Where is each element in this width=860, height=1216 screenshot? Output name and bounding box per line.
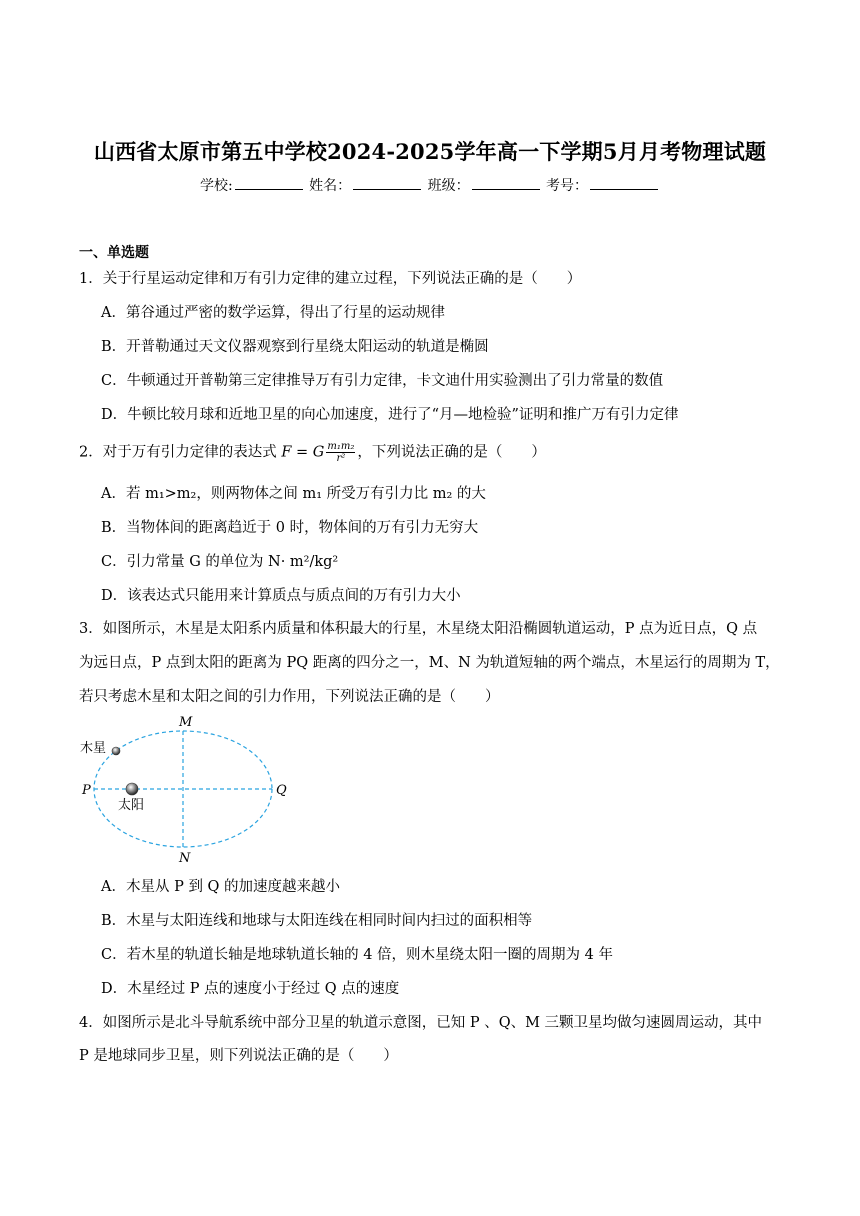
q2-formula-lhs: F = G [281, 444, 325, 461]
q1-option-a: A．第谷通过严密的数学运算，得出了行星的运动规律 [101, 305, 445, 321]
q2-stem-pre: 2．对于万有引力定律的表达式 [79, 444, 277, 461]
name-label: 姓名： [309, 178, 352, 194]
q1-option-b: B．开普勒通过天文仪器观察到行星绕太阳运动的轨道是椭圆 [101, 339, 489, 355]
school-label: 学校: [199, 178, 233, 194]
q3-stem-line1: 3．如图所示，木星是太阳系内质量和体积最大的行星，木星绕太阳沿椭圆轨道运动，P 点为近日点，Q 点 [79, 621, 758, 637]
label-jupiter: 木星 [80, 741, 107, 756]
q2-option-a: A．若 m₁>m₂，则两物体之间 m₁ 所受万有引力比 m₂ 的大 [101, 486, 486, 502]
exam-no-blank[interactable] [590, 177, 658, 190]
jupiter-icon [112, 747, 120, 755]
q1-option-d: D．牛顿比较月球和近地卫星的向心加速度，进行了“月—地检验”证明和推广万有引力定律 [101, 407, 679, 423]
q3-option-d: D．木星经过 P 点的速度小于经过 Q 点的速度 [101, 981, 400, 997]
q4-stem-line1: 4．如图所示是北斗导航系统中部分卫星的轨道示意图，已知 P 、Q、M 三颗卫星均做匀速圆周运动，其中 [79, 1015, 763, 1031]
section-heading: 一、单选题 [79, 245, 149, 261]
q3-stem-line2: 为远日点，P 点到太阳的距离为 PQ 距离的四分之一，M、N 为轨道短轴的两个端点，木星运行的周期为 T， [79, 655, 780, 671]
q2-option-c: C．引力常量 G 的单位为 N· m²/kg² [101, 554, 339, 570]
q3-orbit-figure [78, 714, 298, 866]
q3-option-c: C．若木星的轨道长轴是地球轨道长轴的 4 倍，则木星绕太阳一圈的周期为 4 年 [101, 947, 613, 963]
q3-option-b: B．木星与太阳连线和地球与太阳连线在相同时间内扫过的面积相等 [101, 913, 533, 929]
q2-option-d: D．该表达式只能用来计算质点与质点间的万有引力大小 [101, 588, 461, 604]
q2-stem-post: ，下列说法正确的是（ ） [357, 444, 546, 461]
name-blank[interactable] [353, 177, 421, 190]
q1-stem: 1．关于行星运动定律和万有引力定律的建立过程，下列说法正确的是（ ） [79, 271, 582, 287]
label-q: Q [276, 783, 287, 798]
q2-formula-numerator: m₁m₂ [327, 441, 355, 452]
q2-formula-fraction [326, 441, 355, 464]
q4-stem-line2: P 是地球同步卫星，则下列说法正确的是（ ） [79, 1048, 398, 1064]
q2-option-b: B．当物体间的距离趋近于 0 时，物体间的万有引力无穷大 [101, 520, 479, 536]
q2-formula-denominator: r² [336, 453, 346, 464]
q3-option-a: A．木星从 P 到 Q 的加速度越来越小 [101, 879, 341, 895]
q2-stem [79, 441, 546, 464]
school-blank[interactable] [235, 177, 303, 190]
exam-no-label: 考号： [546, 178, 589, 194]
class-blank[interactable] [472, 177, 540, 190]
label-sun: 太阳 [118, 798, 145, 813]
label-p: P [82, 783, 91, 798]
q3-stem-line3: 若只考虑木星和太阳之间的引力作用，下列说法正确的是（ ） [79, 689, 500, 705]
label-m: M [179, 715, 193, 730]
q1-option-c: C．牛顿通过开普勒第三定律推导万有引力定律，卡文迪什用实验测出了引力常量的数值 [101, 373, 664, 389]
sun-icon [126, 783, 138, 795]
label-n: N [179, 851, 191, 866]
page-title: 山西省太原市第五中学校2024-2025学年高一下学期5月月考物理试题 [93, 139, 767, 164]
student-info-line [0, 175, 860, 195]
class-label: 班级： [427, 178, 470, 194]
